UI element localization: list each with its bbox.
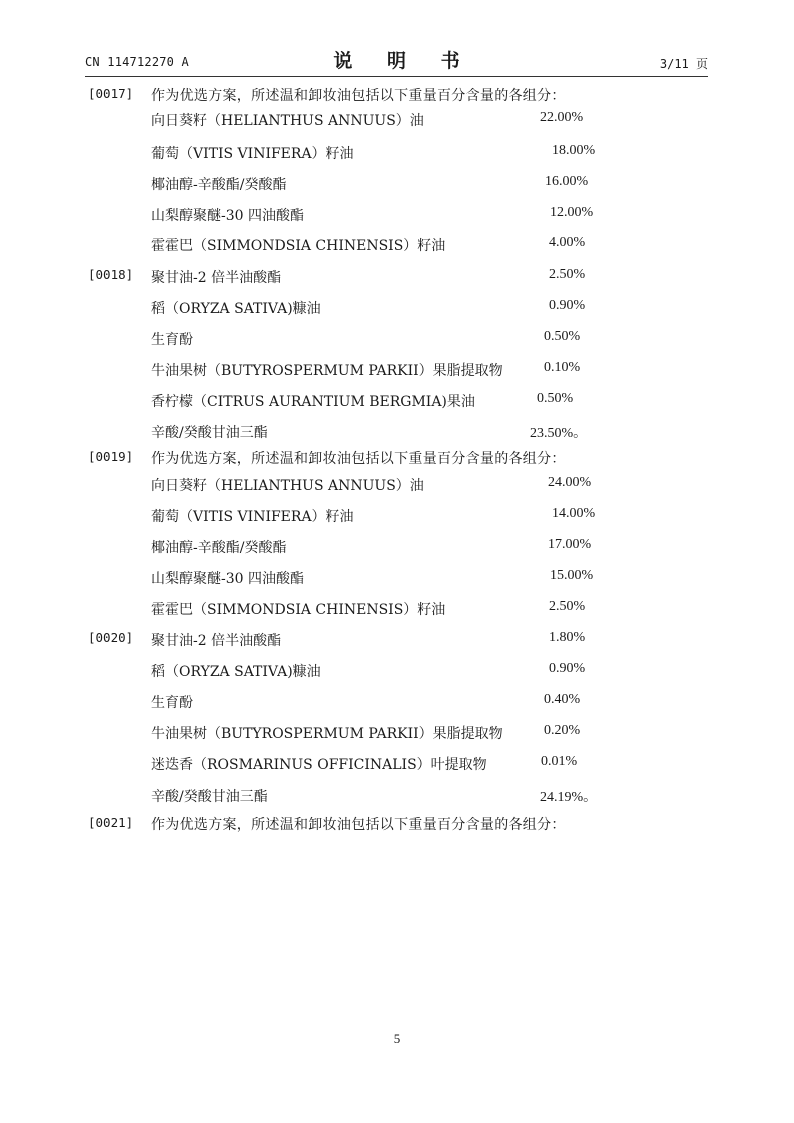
ingredient-name: 牛油果树（BUTYROSPERMUM PARKII）果脂提取物 — [151, 363, 503, 379]
ingredient-name: 牛油果树（BUTYROSPERMUM PARKII）果脂提取物 — [151, 726, 503, 742]
ingredient-name: 生育酚 — [151, 695, 193, 711]
ingredient-percent: 18.00% — [552, 143, 596, 158]
ingredient-percent: 0.10% — [544, 360, 581, 375]
ingredient-name: 山梨醇聚醚-30 四油酸酯 — [151, 571, 304, 587]
ingredient-percent: 0.50% — [537, 391, 574, 406]
paragraph-number: [0021] — [88, 815, 134, 830]
ingredient-percent: 1.80% — [549, 630, 586, 645]
ingredient-percent: 2.50% — [549, 267, 586, 282]
page-indicator: 3/11 页 — [659, 57, 708, 71]
ingredient-name: 稻（ORYZA SATIVA)糠油 — [151, 664, 321, 680]
ingredient-percent: 0.90% — [549, 298, 586, 313]
paragraph-number: [0017] — [88, 86, 134, 101]
ingredient-percent: 15.00% — [550, 568, 594, 583]
ingredient-name: 葡萄（VITIS VINIFERA）籽油 — [151, 146, 354, 162]
ingredient-percent: 0.01% — [541, 754, 578, 769]
ingredient-name: 辛酸/癸酸甘油三酯 — [151, 789, 268, 805]
paragraph-number: [0019] — [88, 449, 134, 464]
ingredient-percent: 4.00% — [549, 235, 586, 250]
page-number: 5 — [393, 1031, 401, 1046]
paragraph-number: [0020] — [88, 630, 134, 645]
ingredient-name: 霍霍巴（SIMMONDSIA CHINENSIS）籽油 — [151, 602, 446, 618]
ingredient-name: 向日葵籽（HELIANTHUS ANNUUS）油 — [151, 478, 424, 494]
ingredient-percent: 24.00% — [548, 475, 592, 490]
ingredient-percent: 0.40% — [544, 692, 581, 707]
ingredient-name: 聚甘油-2 倍半油酸酯 — [151, 270, 282, 286]
ingredient-name: 椰油醇-辛酸酯/癸酸酯 — [151, 540, 287, 556]
ingredient-percent: 23.50%。 — [530, 426, 588, 441]
ingredient-percent: 0.50% — [544, 329, 581, 344]
ingredient-percent: 2.50% — [549, 599, 586, 614]
header-rule — [85, 76, 708, 77]
paragraph-number: [0018] — [88, 267, 134, 282]
intro-text: 作为优选方案，所述温和卸妆油包括以下重量百分含量的各组分： — [151, 88, 566, 104]
ingredient-percent: 24.19%。 — [540, 790, 598, 805]
ingredient-name: 椰油醇-辛酸酯/癸酸酯 — [151, 177, 287, 193]
ingredient-name: 山梨醇聚醚-30 四油酸酯 — [151, 208, 304, 224]
ingredient-percent: 0.90% — [549, 661, 586, 676]
ingredient-name: 葡萄（VITIS VINIFERA）籽油 — [151, 509, 354, 525]
ingredient-name: 稻（ORYZA SATIVA)糠油 — [151, 301, 321, 317]
ingredient-name: 辛酸/癸酸甘油三酯 — [151, 425, 268, 441]
ingredient-percent: 16.00% — [545, 174, 589, 189]
intro-text: 作为优选方案，所述温和卸妆油包括以下重量百分含量的各组分： — [151, 451, 566, 467]
ingredient-name: 聚甘油-2 倍半油酸酯 — [151, 633, 282, 649]
ingredient-percent: 17.00% — [548, 537, 592, 552]
ingredient-name: 向日葵籽（HELIANTHUS ANNUUS）油 — [151, 113, 424, 129]
ingredient-name: 霍霍巴（SIMMONDSIA CHINENSIS）籽油 — [151, 238, 446, 254]
ingredient-percent: 0.20% — [544, 723, 581, 738]
ingredient-percent: 12.00% — [550, 205, 594, 220]
ingredient-percent: 14.00% — [552, 506, 596, 521]
ingredient-percent: 22.00% — [540, 110, 584, 125]
patent-number: CN 114712270 A — [85, 55, 189, 69]
ingredient-name: 迷迭香（ROSMARINUS OFFICINALIS）叶提取物 — [151, 757, 487, 773]
page-header — [85, 46, 708, 74]
intro-text: 作为优选方案，所述温和卸妆油包括以下重量百分含量的各组分： — [151, 817, 566, 833]
document-title: 说 明 书 — [333, 50, 474, 72]
ingredient-name: 香柠檬（CITRUS AURANTIUM BERGMIA)果油 — [151, 394, 475, 410]
ingredient-name: 生育酚 — [151, 332, 193, 348]
